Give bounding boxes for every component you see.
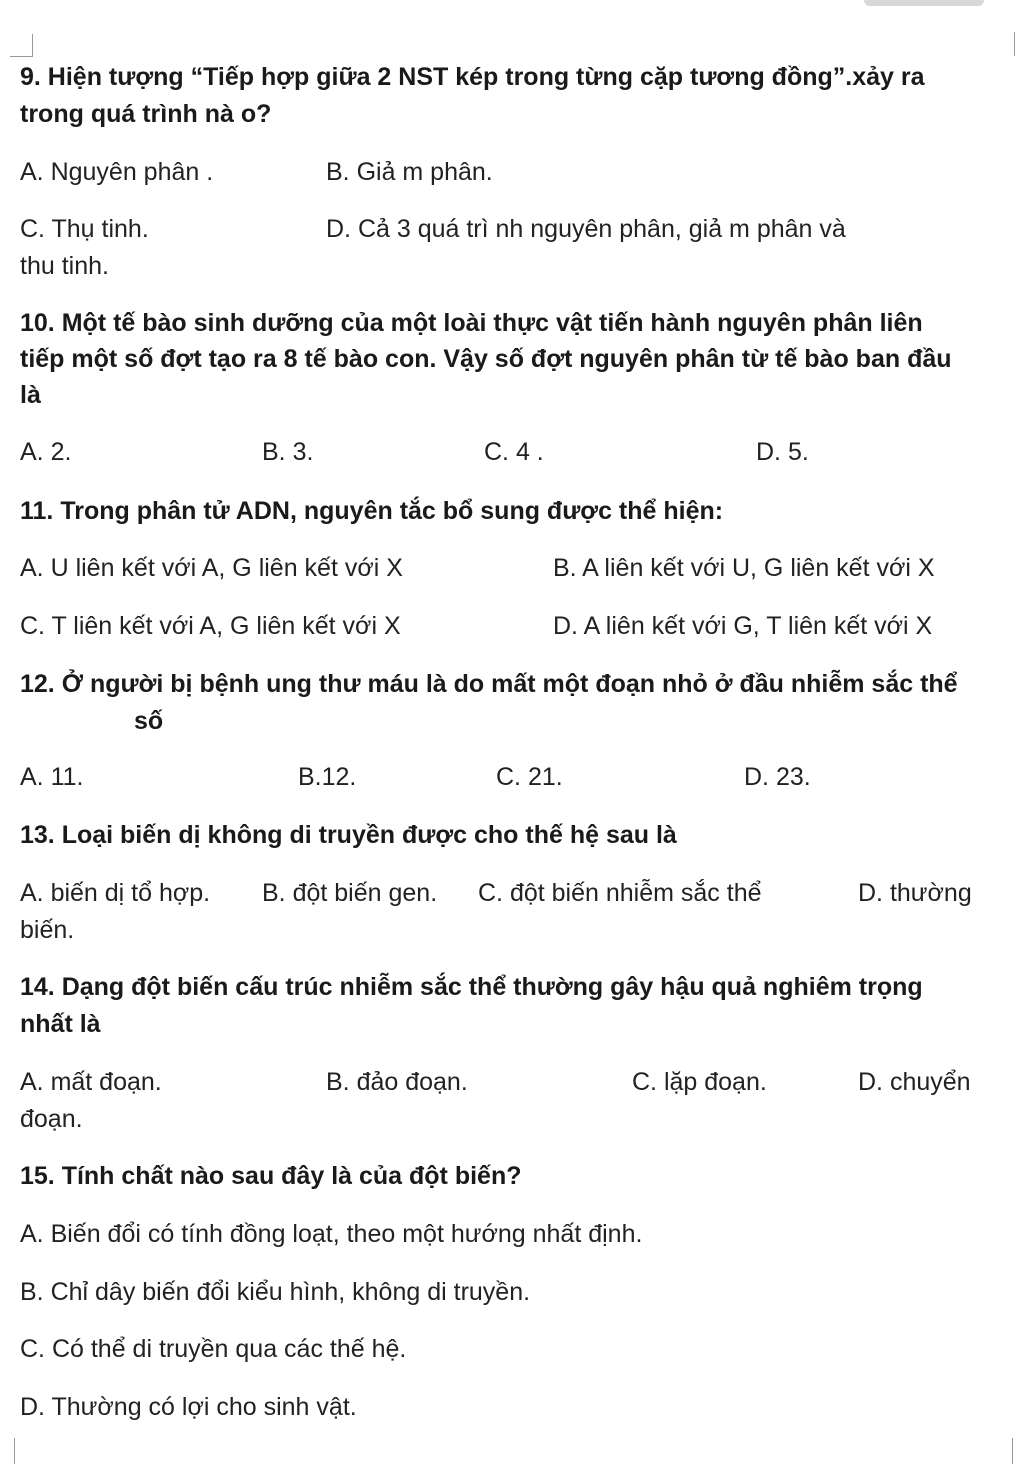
question-13-option-b: B. đột biến gen. [262,879,438,907]
question-10-text-cont: tiếp một số đợt tạo ra 8 tế bào con. Vậy số đợt nguyên phân từ tế bào ban đầu [20,345,952,373]
question-13-option-a: A. biến dị tổ hợp. [20,879,211,907]
question-10-option-d: D. 5. [756,438,809,466]
question-11-option-a: A. U liên kết với A, G liên kết với X [20,554,403,582]
question-14-text-cont: nhất là [20,1010,101,1038]
crop-mark-top-right [1014,32,1016,56]
question-14-option-d-cont: đoạn. [20,1105,83,1133]
question-13-option-d-cont: biến. [20,916,75,944]
question-9-text-cont: trong quá trình nà o? [20,100,272,128]
question-13-option-c: C. đột biến nhiễm sắc thể [478,879,762,907]
question-9-option-d-cont: thu tinh. [20,252,109,280]
question-14-text: 14. Dạng đột biến cấu trúc nhiễm sắc thể thường gây hậu quả nghiêm trọng [20,973,923,1001]
question-10-text: 10. Một tế bào sinh dưỡng của một loài thực vật tiến hành nguyên phân liên [20,309,923,337]
question-14-option-b: B. đảo đoạn. [326,1068,468,1096]
question-11-option-d: D. A liên kết với G, T liên kết với X [553,612,933,640]
question-11-text: 11. Trong phân tử ADN, nguyên tắc bổ sung được thể hiện: [20,497,724,525]
question-11-option-b: B. A liên kết với U, G liên kết với X [553,554,935,582]
question-12-option-d: D. 23. [744,763,811,791]
question-11-option-c: C. T liên kết với A, G liên kết với X [20,612,401,640]
question-15-option-d: D. Thường có lợi cho sinh vật. [20,1393,357,1421]
question-13-text: 13. Loại biến dị không di truyền được cho thế hệ sau là [20,821,677,849]
question-13-option-d: D. thường [858,879,972,907]
question-12-text: 12. Ở người bị bệnh ung thư máu là do mất một đoạn nhỏ ở đầu nhiễm sắc thể [20,670,958,698]
question-9-option-d: D. Cả 3 quá trì nh nguyên phân, giả m phân và [326,215,846,243]
question-14-option-c: C. lặp đoạn. [632,1068,767,1096]
question-15-text: 15. Tính chất nào sau đây là của đột biến? [20,1162,522,1190]
question-10-option-b: B. 3. [262,438,314,466]
question-12-option-a: A. 11. [20,763,84,791]
question-10-option-a: A. 2. [20,438,72,466]
question-15-option-b: B. Chỉ dây biến đổi kiểu hình, không di truyền. [20,1278,531,1306]
question-12-option-b: B.12. [298,763,357,791]
question-15-option-a: A. Biến đổi có tính đồng loạt, theo một hướng nhất định. [20,1220,643,1248]
crop-mark-bottom-right [1012,1438,1014,1464]
crop-mark-bottom-left [14,1438,16,1464]
question-9-option-a: A. Nguyên phân . [20,158,214,186]
top-edge-shadow [864,0,984,6]
question-9-option-b: B. Giả m phân. [326,158,493,186]
question-9-text: 9. Hiện tượng “Tiếp hợp giữa 2 NST kép trong từng cặp tương đồng”.xảy ra [20,63,925,91]
question-12-text-cont: số [134,707,164,735]
question-9-option-c: C. Thụ tinh. [20,215,149,243]
question-14-option-a: A. mất đoạn. [20,1068,162,1096]
question-14-option-d: D. chuyển [858,1068,971,1096]
question-10-option-c: C. 4 . [484,438,544,466]
question-12-option-c: C. 21. [496,763,563,791]
question-15-option-c: C. Có thể di truyền qua các thế hệ. [20,1335,407,1363]
crop-mark-top-left [10,34,33,57]
question-10-text-cont-2: là [20,381,41,409]
